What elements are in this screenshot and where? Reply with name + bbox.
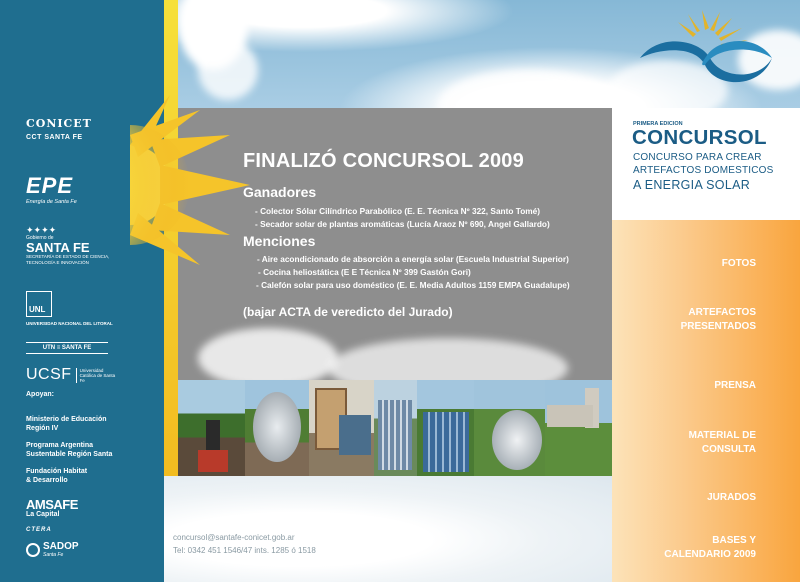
supporter-programa: Programa Argentina Sustentable Región Santa bbox=[26, 442, 113, 458]
ctera-logo[interactable]: CTERA bbox=[26, 527, 52, 533]
photo-strip bbox=[178, 380, 612, 476]
sponsor-sidebar bbox=[0, 0, 164, 582]
mention-item: - Cocina heliostática (E E Técnica Nº 399 Gastón Gori) bbox=[258, 267, 471, 277]
photo-thumbnail[interactable] bbox=[545, 380, 612, 476]
ucsf-logo[interactable]: UCSF Universidad Católica de Santa Fe bbox=[26, 366, 116, 383]
photo-thumbnail[interactable] bbox=[178, 380, 245, 476]
brand-tagline-3: A ENERGIA SOLAR bbox=[633, 178, 751, 192]
santa-fe-logo[interactable]: ✦✦✦✦ Gobierno de SANTA FE SECRETARÍA DE ESTADO DE CIENCIA, TECNOLOGÍA E INNOVACIÓN bbox=[26, 226, 136, 265]
epe-logo[interactable]: EPE Energía de Santa Fe bbox=[26, 173, 77, 205]
menu-item-fotos[interactable]: FOTOS bbox=[721, 258, 756, 269]
supporter-ministerio: Ministerio de Educación Región IV bbox=[26, 416, 107, 432]
winners-heading: Ganadores bbox=[243, 184, 317, 200]
mention-item: - Aire acondicionado de absorción a energía solar (Escuela Industrial Superior) bbox=[257, 254, 569, 264]
unl-logo[interactable]: UNL UNIVERSIDAD NACIONAL DEL LITORAL bbox=[26, 291, 113, 326]
winner-item: - Colector Sólar Cilíndrico Parabólico (E. E. Técnica Nº 322, Santo Tomé) bbox=[255, 206, 541, 216]
photo-thumbnail[interactable] bbox=[245, 380, 309, 476]
menu-item-prensa[interactable]: PRENSA bbox=[714, 380, 756, 391]
acta-download-link[interactable]: (bajar ACTA de veredicto del Jurado) bbox=[243, 305, 453, 319]
concursol-logo-icon[interactable] bbox=[630, 10, 780, 90]
contact-email[interactable]: concursol@santafe-conicet.gob.ar bbox=[173, 533, 295, 542]
mentions-heading: Menciones bbox=[243, 233, 316, 249]
photo-thumbnail[interactable] bbox=[374, 380, 417, 476]
menu-item-jurados[interactable]: JURADOS bbox=[707, 492, 756, 503]
brand-name: CONCURSOL bbox=[632, 126, 767, 149]
utn-logo[interactable]: UTN ≡ SANTA FE bbox=[26, 342, 108, 354]
menu-item-material[interactable]: MATERIAL DE CONSULTA bbox=[688, 430, 756, 455]
winner-item: - Secador solar de plantas aromáticas (Lucía Araoz Nº 690, Angel Gallardo) bbox=[255, 219, 550, 229]
amsafe-logo[interactable]: AMSAFE La Capital bbox=[26, 497, 78, 518]
mention-item: - Calefón solar para uso doméstico (E. E. Media Adultos 1159 EMPA Guadalupe) bbox=[256, 280, 570, 290]
brand-tagline-1: CONCURSO PARA CREAR bbox=[633, 152, 762, 163]
contact-info bbox=[173, 531, 316, 557]
footer-clouds bbox=[164, 476, 612, 582]
page-title: FINALIZÓ CONCURSOL 2009 bbox=[243, 150, 524, 172]
brand-tagline-2: ARTEFACTOS DOMESTICOS bbox=[633, 165, 774, 176]
contact-phone: Tel: 0342 451 1546/47 ints. 1285 ó 1518 bbox=[173, 546, 316, 555]
photo-thumbnail[interactable] bbox=[309, 380, 374, 476]
sadop-logo[interactable]: SADOP Santa Fe bbox=[26, 542, 79, 558]
stars-icon: ✦✦✦✦ bbox=[26, 225, 57, 235]
edition-label: PRIMERA EDICION bbox=[633, 121, 683, 127]
apoyan-label: Apoyan: bbox=[26, 391, 54, 398]
menu-item-bases[interactable]: BASES Y CALENDARIO 2009 bbox=[664, 535, 756, 560]
menu-item-artefactos[interactable]: ARTEFACTOS PRESENTADOS bbox=[680, 307, 756, 332]
photo-thumbnail[interactable] bbox=[474, 380, 545, 476]
conicet-logo[interactable]: CONICET CCT SANTA FE bbox=[26, 117, 92, 141]
main-menu bbox=[612, 220, 800, 582]
sadop-ring-icon bbox=[26, 543, 40, 557]
supporter-fundacion: Fundación Habitat & Desarrollo bbox=[26, 468, 88, 484]
photo-thumbnail[interactable] bbox=[417, 380, 474, 476]
